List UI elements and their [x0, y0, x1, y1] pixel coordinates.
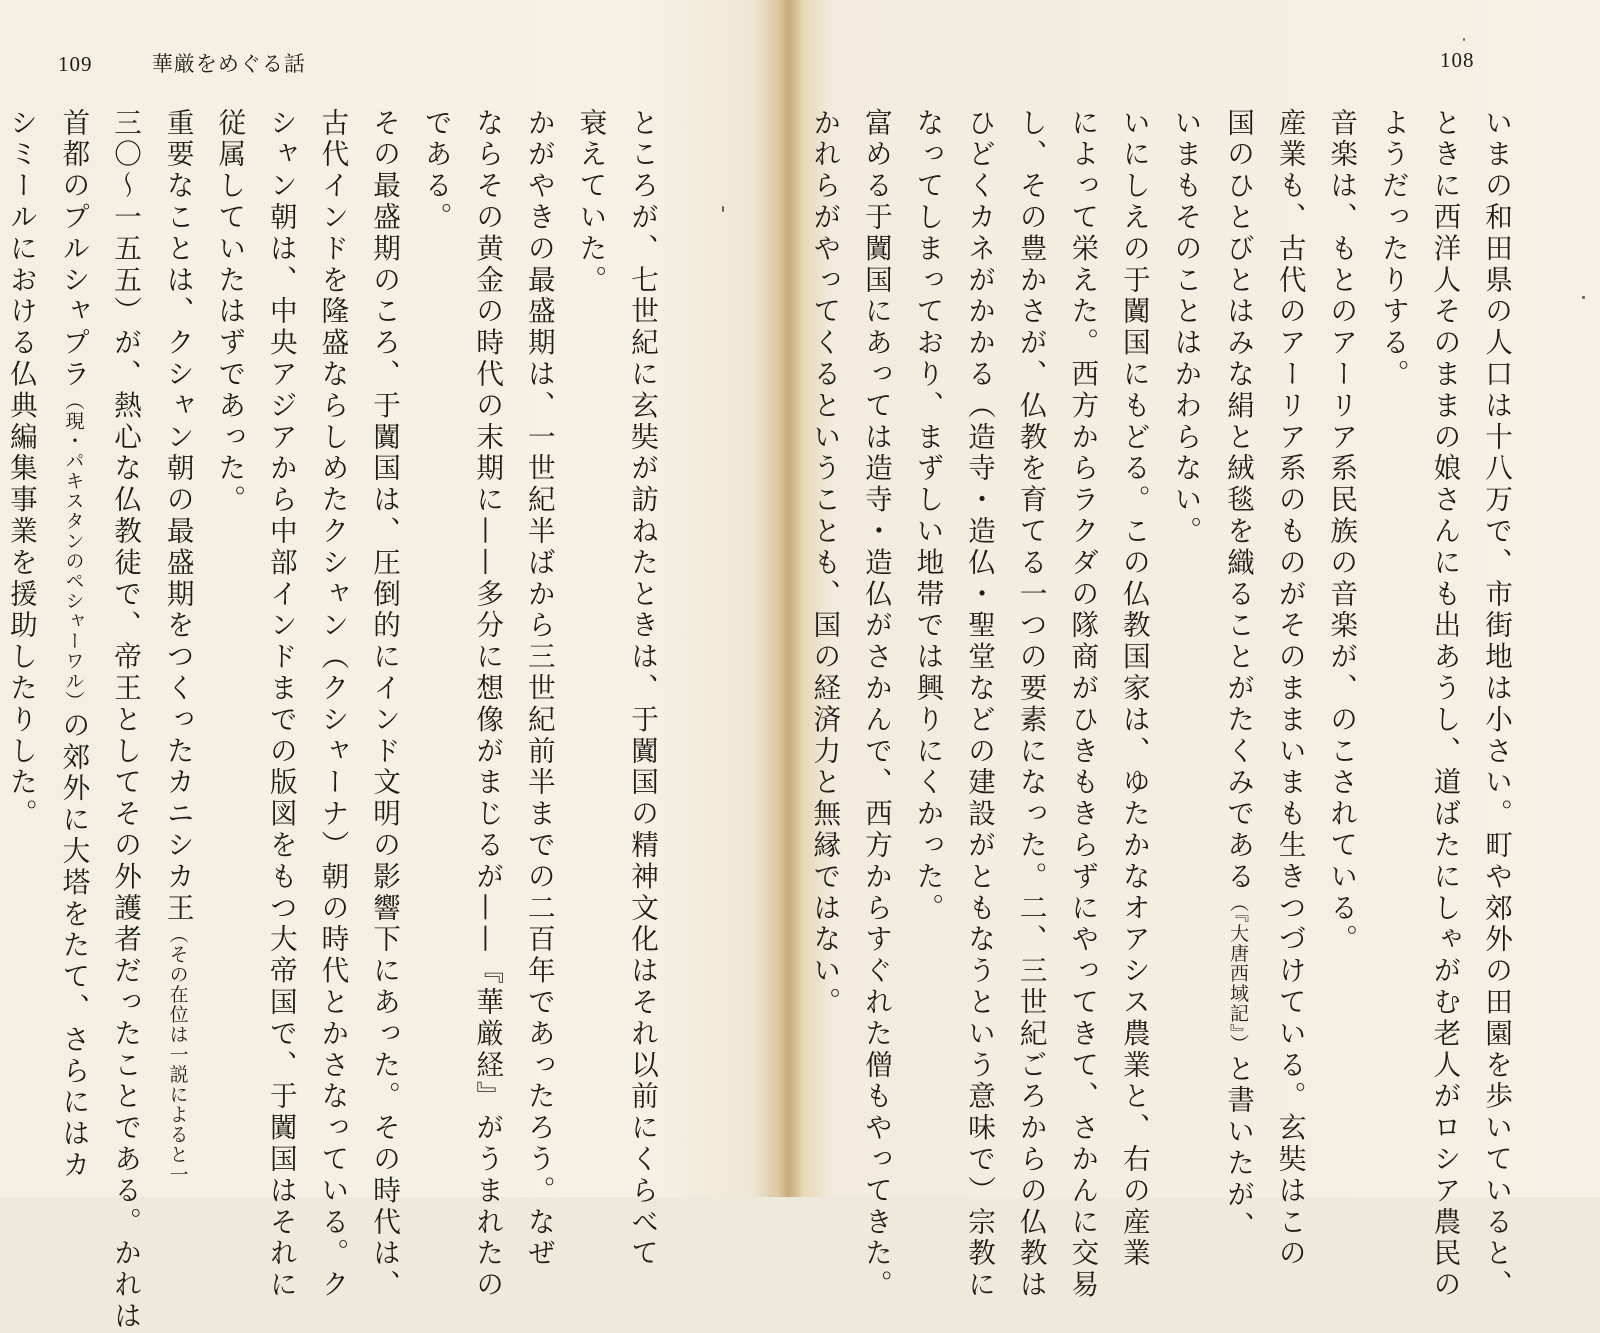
paragraph: ところが、七世紀に玄奘が訪ねたときは、于闐国の精神文化はそれ以前にくらべて 衰えていた。: [574, 108, 659, 1270]
left-page-number: 109: [58, 52, 93, 76]
left-body-text: [4, 108, 668, 1333]
paragraph: 音楽は、もとのアーリア系民族の音楽が、のこされている。: [1325, 108, 1359, 956]
right-page: [790, 0, 1600, 1302]
paragraph: その最盛期のころ、于闐国は、圧倒的にインド文明の影響下にあった。その時代は、 古代インドを隆盛ならしめたクシャン（クシャーナ）朝の時代とかさなっている。ク シャン朝は、中央アジアから中部インドまでの版図をもつ大帝国で、于闐国はそれに 従属していたはずであった。: [213, 108, 402, 1302]
paragraph: かがやきの最盛期は、一世紀半ばから三世紀前半までの二百年であったろう。なぜ ならその黄金の時代の末期に——多分に想像がまじるが——『華厳経』がうまれたの である。: [419, 108, 556, 1302]
paragraph: いまの和田県の人口は十八万で、市街地は小さい。町や郊外の田園を歩いていると、 ときに西洋人そのままの娘さんにも出あうし、道ばたにしゃがむ老人がロシア農民の ようだったりする。: [1376, 108, 1513, 1302]
xuanzang-text: 産業も、古代のアーリア系のものがそのままいまも生きつづけている。玄奘はこの 国のひとびとはみな絹と絨毯を織ることがたくみである: [1222, 108, 1307, 1270]
left-running-head: [58, 48, 306, 78]
purushapura-note: （現・パキスタンのペシャーワル）: [62, 390, 85, 711]
datang-xiyuji-note: （『大唐西域記』）: [1227, 893, 1250, 1054]
paragraph: いにしえの于闐国にもどる。この仏教国家は、ゆたかなオアシス農業と、右の産業 によって栄えた。西方からラクダの隊商がひきもきらずにやってきて、さかんに交易 し、その豊かさが、仏教を育てる一つの要素になった。二、三世紀ごろからの仏教は ひどくカネがかかる（造寺・造仏・聖堂などの建設がともなうという意味で）宗教に なってしまっており、まずしい地帯では興りにくかった。: [911, 108, 1151, 1302]
right-running-head: [1440, 48, 1475, 73]
paragraph: 富める于闐国にあっては造寺・造仏がさかんで、西方からすぐれた僧もやってきた。 かれらがやってくるということも、国の経済力と無縁ではない。: [808, 108, 893, 1302]
left-page: [0, 0, 782, 1333]
kanishka-reign-note: （その在位は一説によると一: [166, 924, 189, 1185]
kanishka-text: 重要なことは、クシャン朝の最盛期をつくったカニシカ王: [161, 108, 195, 925]
paper-speck: [1463, 38, 1465, 41]
xuanzang-tail: いまもそのことはかわらない。: [1169, 108, 1203, 548]
paper-speck: [1582, 296, 1585, 299]
right-page-number: 108: [1440, 48, 1475, 72]
paper-speck: [722, 206, 724, 212]
kanishka-reign-text: 三〇～一五五）が、熱心な仏教徒で、帝王としてその外護者だったことである。かれは 首都のプルシャプラ: [57, 108, 143, 1333]
paragraph-xuanzang: [1160, 108, 1316, 1270]
right-body-text: [808, 108, 1522, 1302]
datang-tail-text: と書いたが、: [1222, 1054, 1256, 1243]
purushapura-text: の郊外に大塔をたて、さらにはカ シミールにおける仏典編集事業を援助したりした。: [4, 108, 91, 1182]
running-title: 華厳をめぐる話: [151, 52, 306, 76]
paragraph-kanishka: [0, 108, 204, 1333]
